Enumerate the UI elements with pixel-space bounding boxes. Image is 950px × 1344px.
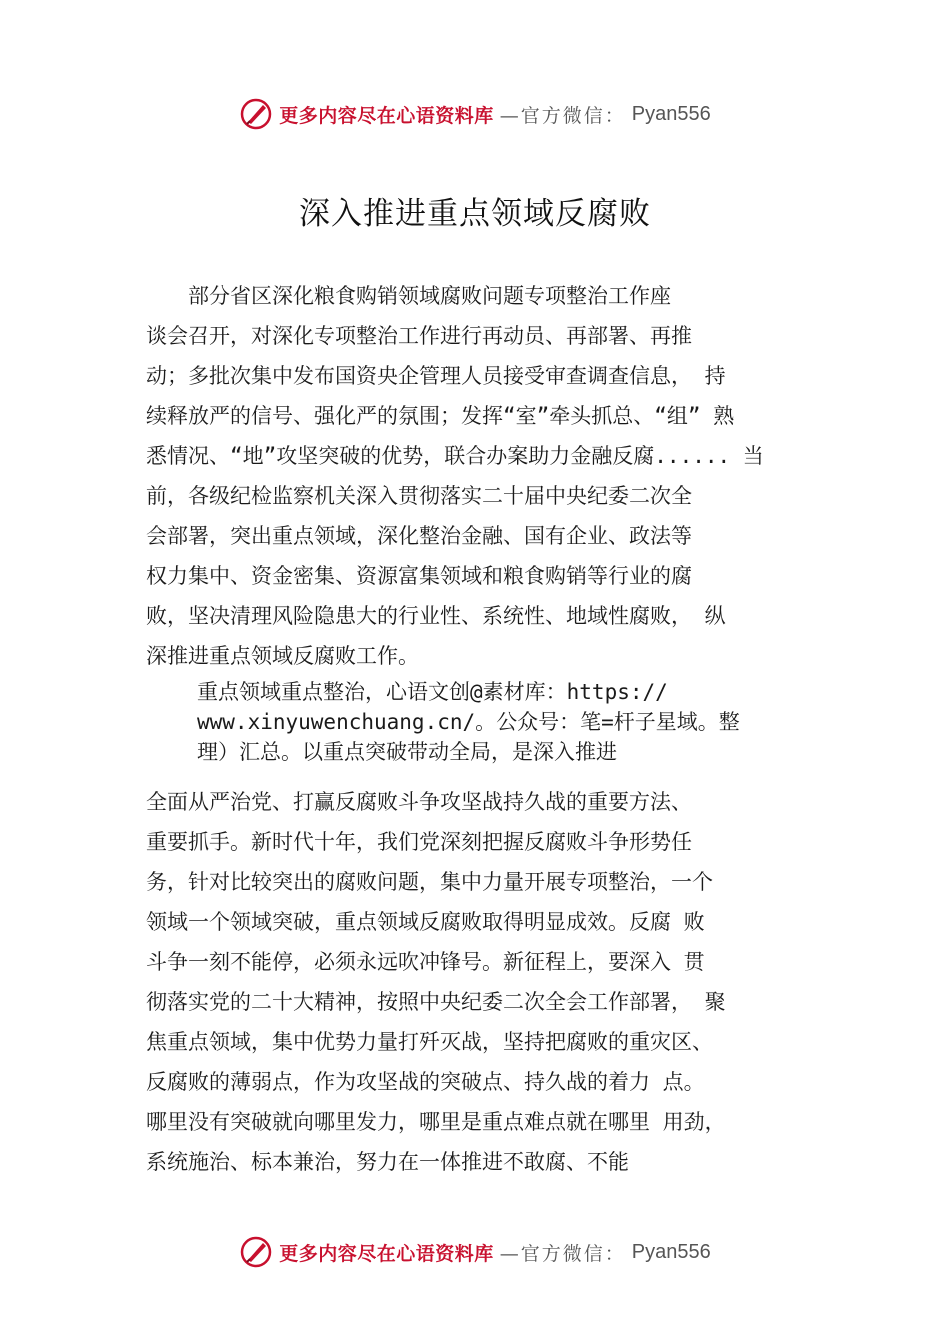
- paragraph-3: [146, 782, 836, 1182]
- text-line: 反腐败的薄弱点，作为攻坚战的突破点、持久战的着力 点。: [146, 1070, 705, 1094]
- banner-sub-text: —官方微信：: [499, 1242, 626, 1265]
- text-line: 部分省区深化粮食购销领域腐败问题专项整治工作座: [146, 284, 671, 308]
- banner-wechat-id: Pyan556: [631, 1240, 711, 1263]
- text-line: 谈会召开，对深化专项整治工作进行再动员、再部署、再推: [146, 324, 692, 348]
- text-line: 哪里没有突破就向哪里发力，哪里是重点难点就在哪里 用劲，: [146, 1110, 726, 1134]
- text-line: 动；多批次集中发布国资央企管理人员接受审查调查信息， 持: [146, 364, 726, 388]
- text-line: 败，坚决清理风险隐患大的行业性、系统性、地域性腐败， 纵: [146, 604, 726, 628]
- text-line: 前，各级纪检监察机关深入贯彻落实二十届中央纪委二次全: [146, 484, 692, 508]
- banner-wechat-id: Pyan556: [631, 102, 711, 125]
- text-line: 理）汇总。以重点突破带动全局，是深入推进: [197, 740, 617, 764]
- page-title: 深入推进重点领域反腐败: [299, 196, 651, 232]
- text-line: 重点领域重点整治，心语文创@素材库：https://: [197, 680, 668, 704]
- paragraph-1: [146, 276, 836, 676]
- text-line: 系统施治、标本兼治，努力在一体推进不敢腐、不能: [146, 1150, 629, 1174]
- text-line: 彻落实党的二十大精神，按照中央纪委二次全会工作部署， 聚: [146, 990, 726, 1014]
- text-line: 领域一个领域突破，重点领域反腐败取得明显成效。反腐 败: [146, 910, 705, 934]
- paragraph-2: [197, 677, 797, 767]
- text-line: 斗争一刻不能停，必须永远吹冲锋号。新征程上，要深入 贯: [146, 950, 705, 974]
- banner-main-text: 更多内容尽在心语资料库: [279, 1242, 494, 1265]
- banner-main-text: 更多内容尽在心语资料库: [279, 104, 494, 127]
- footer-banner: [0, 1232, 950, 1272]
- text-line: 全面从严治党、打赢反腐败斗争攻坚战持久战的重要方法、: [146, 790, 692, 814]
- text-line: 焦重点领域，集中优势力量打歼灭战，坚持把腐败的重灾区、: [146, 1030, 713, 1054]
- text-line: 悉情况、“地”攻坚突破的优势，联合办案助力金融反腐...... 当: [146, 444, 764, 468]
- text-line: 续释放严的信号、强化严的氛围；发挥“室”牵头抓总、“组” 熟: [146, 404, 735, 428]
- quill-seal-icon: [239, 1235, 273, 1269]
- text-line: 务，针对比较突出的腐败问题，集中力量开展专项整治，一个: [146, 870, 713, 894]
- text-line: 会部署，突出重点领域，深化整治金融、国有企业、政法等: [146, 524, 692, 548]
- text-line: 权力集中、资金密集、资源富集领域和粮食购销等行业的腐: [146, 564, 692, 588]
- text-line: www.xinyuwenchuang.cn/。公众号：笔=杆子星域。整: [197, 710, 740, 734]
- text-line: 重要抓手。新时代十年，我们党深刻把握反腐败斗争形势任: [146, 830, 692, 854]
- header-banner: [0, 94, 950, 134]
- banner-sub-text: —官方微信：: [499, 104, 626, 127]
- text-line: 深推进重点领域反腐败工作。: [146, 644, 419, 668]
- quill-seal-icon: [239, 97, 273, 131]
